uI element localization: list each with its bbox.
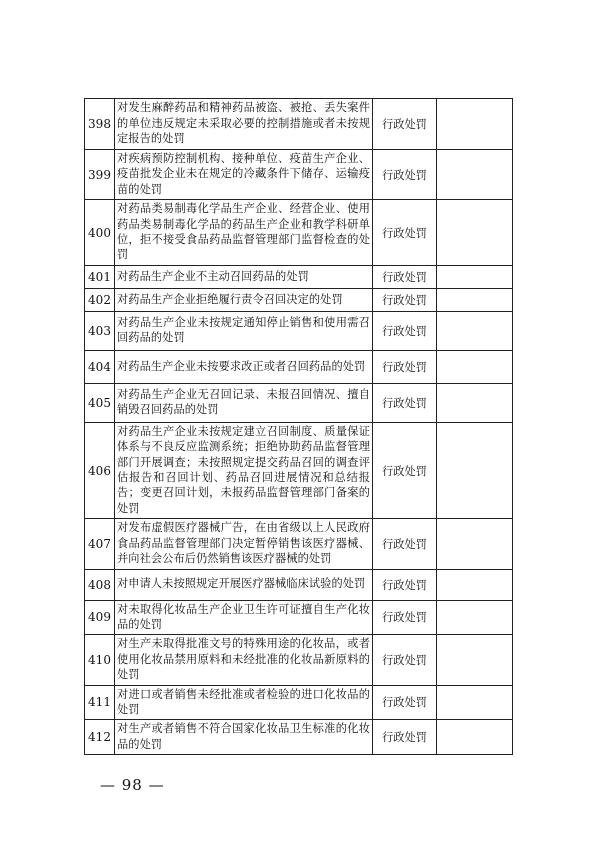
row-extra xyxy=(437,569,513,600)
row-description: 对药品生产企业未按要求改正或者召回药品的处罚 xyxy=(115,350,373,383)
row-type: 行政处罚 xyxy=(373,600,437,635)
row-type: 行政处罚 xyxy=(373,383,437,422)
row-type: 行政处罚 xyxy=(373,200,437,266)
row-extra xyxy=(437,265,513,288)
row-number: 398 xyxy=(85,99,115,150)
table-row xyxy=(85,350,513,383)
table-row xyxy=(85,422,513,518)
row-description: 对药品生产企业未按规定建立召回制度、质量保证体系与不良反应监测系统；拒绝协助药品监督管理部门开展调查；未按照规定提交药品召回的调查评估报告和召回计划、药品召回进展情况和总结报告；变更召回计划，未报药品监督管理部门备案的处罚 xyxy=(115,422,373,518)
row-extra xyxy=(437,635,513,685)
row-extra xyxy=(437,519,513,569)
row-extra xyxy=(437,720,513,755)
row-description: 对发生麻醉药品和精神药品被盗、被抢、丢失案件的单位违反规定未采取必要的控制措施或者未按规定报告的处罚 xyxy=(115,99,373,150)
row-number: 402 xyxy=(85,288,115,311)
row-number: 410 xyxy=(85,635,115,685)
table-row xyxy=(85,150,513,200)
row-number: 408 xyxy=(85,569,115,600)
table-row xyxy=(85,519,513,569)
row-number: 412 xyxy=(85,720,115,755)
row-description: 对生产或者销售不符合国家化妆品卫生标准的化妆品的处罚 xyxy=(115,720,373,755)
table-row xyxy=(85,200,513,266)
row-description: 对药品生产企业不主动召回药品的处罚 xyxy=(115,265,373,288)
row-type: 行政处罚 xyxy=(373,519,437,569)
table-row xyxy=(85,635,513,685)
row-description: 对未取得化妆品生产企业卫生许可证擅自生产化妆品的处罚 xyxy=(115,600,373,635)
row-extra xyxy=(437,600,513,635)
row-description: 对疾病预防控制机构、接种单位、疫苗生产企业、疫苗批发企业未在规定的冷藏条件下储存、运输疫苗的处罚 xyxy=(115,150,373,200)
penalty-items-table xyxy=(84,98,513,755)
row-number: 406 xyxy=(85,422,115,518)
row-type: 行政处罚 xyxy=(373,720,437,755)
row-type: 行政处罚 xyxy=(373,288,437,311)
table-row xyxy=(85,685,513,720)
row-type: 行政处罚 xyxy=(373,350,437,383)
row-type: 行政处罚 xyxy=(373,99,437,150)
row-type: 行政处罚 xyxy=(373,265,437,288)
row-description: 对药品生产企业无召回记录、未报召回情况、擅自销毁召回药品的处罚 xyxy=(115,383,373,422)
row-number: 409 xyxy=(85,600,115,635)
table-row xyxy=(85,311,513,350)
row-extra xyxy=(437,200,513,266)
row-type: 行政处罚 xyxy=(373,685,437,720)
row-number: 401 xyxy=(85,265,115,288)
row-type: 行政处罚 xyxy=(373,569,437,600)
row-description: 对药品生产企业未按规定通知停止销售和使用需召回药品的处罚 xyxy=(115,311,373,350)
row-description: 对药品生产企业拒绝履行责令召回决定的处罚 xyxy=(115,288,373,311)
row-number: 400 xyxy=(85,200,115,266)
row-extra xyxy=(437,288,513,311)
row-number: 411 xyxy=(85,685,115,720)
row-number: 404 xyxy=(85,350,115,383)
table-row xyxy=(85,288,513,311)
row-extra xyxy=(437,422,513,518)
table-row xyxy=(85,99,513,150)
row-extra xyxy=(437,311,513,350)
table-row xyxy=(85,569,513,600)
row-extra xyxy=(437,150,513,200)
row-extra xyxy=(437,685,513,720)
table-row xyxy=(85,265,513,288)
row-type: 行政处罚 xyxy=(373,150,437,200)
row-description: 对生产未取得批准文号的特殊用途的化妆品，或者使用化妆品禁用原料和未经批准的化妆品新原料的处罚 xyxy=(115,635,373,685)
table-row xyxy=(85,720,513,755)
row-number: 403 xyxy=(85,311,115,350)
row-description: 对药品类易制毒化学品生产企业、经营企业、使用药品类易制毒化学品的药品生产企业和教学科研单位，拒不接受食品药品监督管理部门监督检查的处罚 xyxy=(115,200,373,266)
table-row xyxy=(85,600,513,635)
row-extra xyxy=(437,99,513,150)
row-type: 行政处罚 xyxy=(373,422,437,518)
row-type: 行政处罚 xyxy=(373,311,437,350)
row-extra xyxy=(437,350,513,383)
page-number: — 98 — xyxy=(100,776,165,794)
row-number: 407 xyxy=(85,519,115,569)
row-description: 对发布虚假医疗器械广告，在由省级以上人民政府食品药品监督管理部门决定暂停销售该医疗器械、并向社会公布后仍然销售该医疗器械的处罚 xyxy=(115,519,373,569)
row-type: 行政处罚 xyxy=(373,635,437,685)
row-number: 399 xyxy=(85,150,115,200)
row-number: 405 xyxy=(85,383,115,422)
row-extra xyxy=(437,383,513,422)
table-row xyxy=(85,383,513,422)
row-description: 对申请人未按照规定开展医疗器械临床试验的处罚 xyxy=(115,569,373,600)
row-description: 对进口或者销售未经批准或者检验的进口化妆品的处罚 xyxy=(115,685,373,720)
